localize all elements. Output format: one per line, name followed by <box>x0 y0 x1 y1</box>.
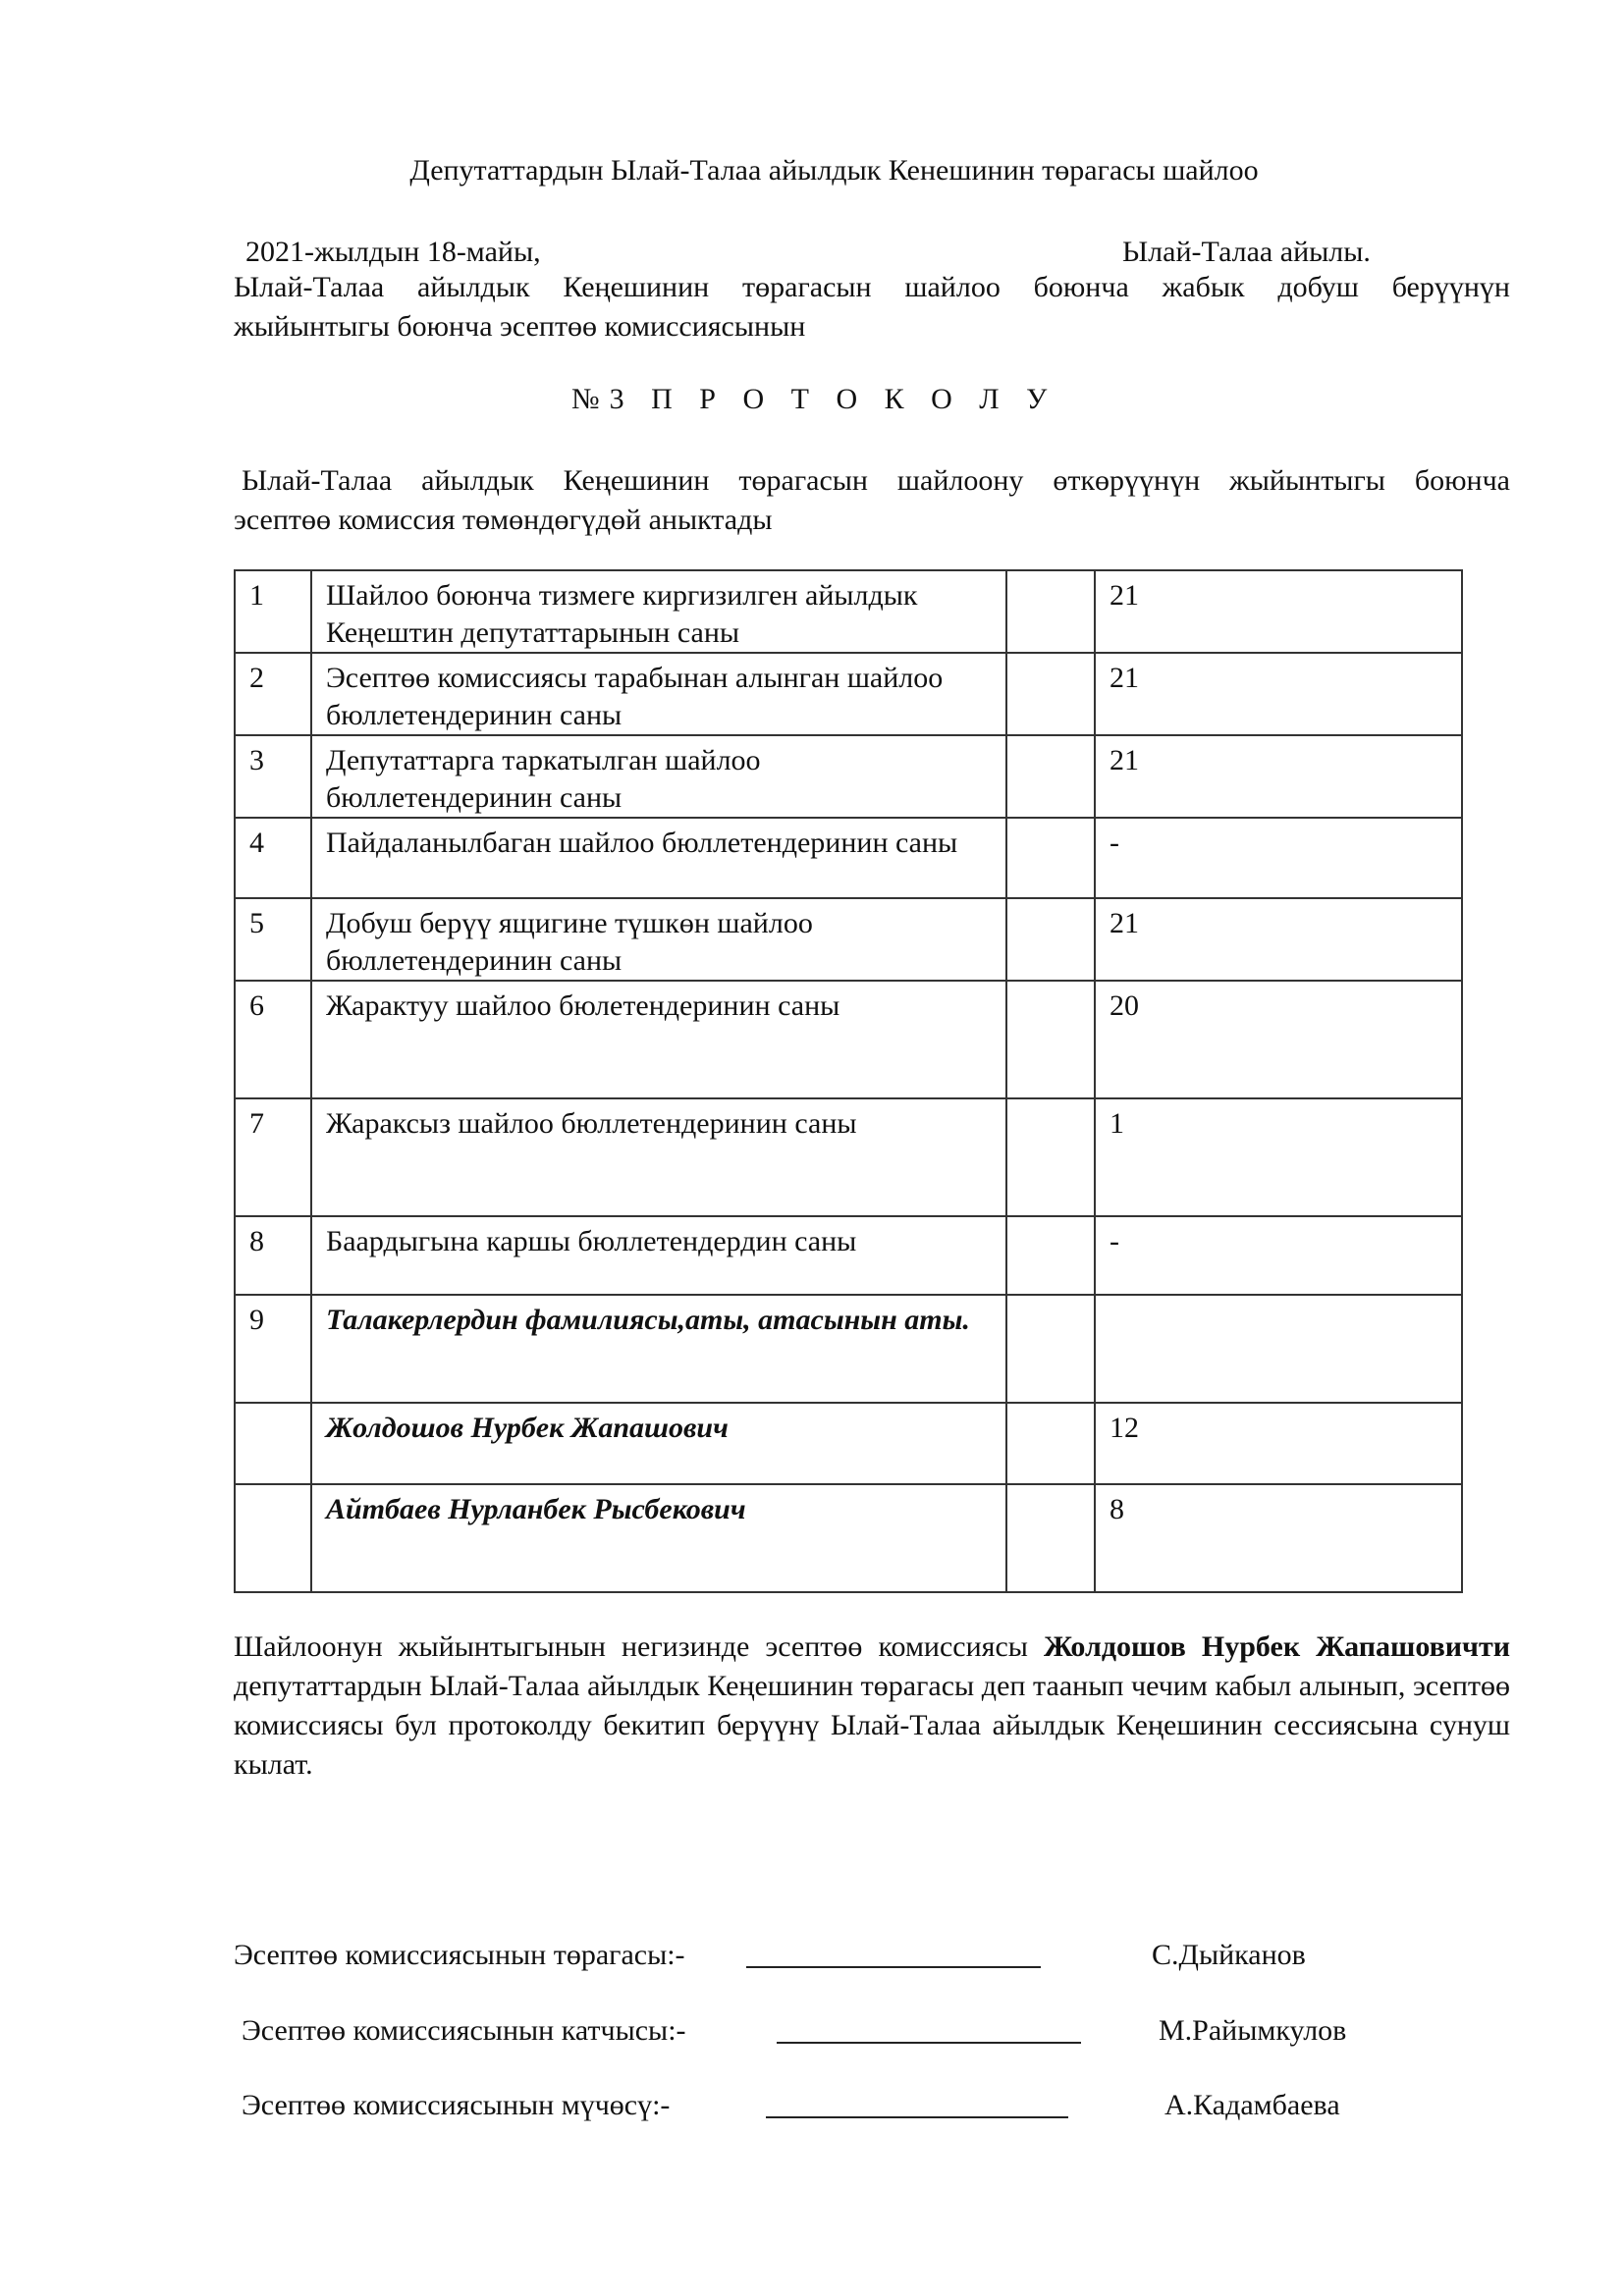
row-value: 20 <box>1095 981 1462 1098</box>
signature-name: С.Дыйканов <box>1152 1939 1306 1971</box>
candidate-votes: 8 <box>1095 1484 1462 1592</box>
row-number: 9 <box>235 1295 311 1403</box>
empty-cell <box>1006 570 1095 653</box>
row-value: 21 <box>1095 653 1462 735</box>
description-paragraph <box>234 461 1510 540</box>
row-number: 4 <box>235 818 311 898</box>
row-value: 1 <box>1095 1098 1462 1216</box>
row-label: Талакерлердин фамилиясы,аты, атасынын аты. <box>311 1295 1006 1403</box>
table-row <box>235 898 1462 981</box>
signature-name: А.Кадамбаева <box>1164 2089 1340 2121</box>
signature-line <box>777 2014 1081 2044</box>
results-table <box>234 569 1463 1593</box>
table-row <box>235 1403 1462 1484</box>
empty-cell <box>1006 1098 1095 1216</box>
empty-cell <box>1006 818 1095 898</box>
document-place: Ылай-Талаа айылы. <box>1122 236 1371 268</box>
empty-cell <box>1006 981 1095 1098</box>
row-number: 2 <box>235 653 311 735</box>
table-row <box>235 1484 1462 1592</box>
document-heading: Депутаттардын Ылай-Талаа айылдык Кенешинин төрагасы шайлоо <box>409 154 1259 187</box>
table-row <box>235 1098 1462 1216</box>
row-label: Шайлоо боюнча тизмеге киргизилген айылдык Кеңештин депутаттарынын саны <box>311 570 1006 653</box>
table-row <box>235 735 1462 818</box>
row-value: - <box>1095 818 1462 898</box>
result-paragraph <box>234 1628 1510 1785</box>
empty-cell <box>1006 735 1095 818</box>
signature-name: М.Райымкулов <box>1159 2014 1347 2047</box>
table-row <box>235 818 1462 898</box>
row-number: 7 <box>235 1098 311 1216</box>
table-row <box>235 653 1462 735</box>
protocol-title: №3 П Р О Т О К О Л У <box>571 383 1057 415</box>
empty-cell <box>1006 653 1095 735</box>
signature-line <box>766 2089 1068 2118</box>
intro-paragraph <box>234 268 1510 347</box>
empty-cell <box>1006 898 1095 981</box>
row-number: 5 <box>235 898 311 981</box>
description-line-2: эсептөө комиссия төмөндөгүдөй аныктады <box>234 504 773 536</box>
row-label: Добуш берүү ящигине түшкөн шайлоо бюллетендеринин саны <box>311 898 1006 981</box>
row-value: - <box>1095 1216 1462 1295</box>
intro-line-2: жыйынтыгы боюнча эсептөө комиссиясынын <box>234 310 806 343</box>
table-row <box>235 981 1462 1098</box>
row-number: 8 <box>235 1216 311 1295</box>
row-label: Пайдаланылбаган шайлоо бюллетендеринин саны <box>311 818 1006 898</box>
empty-cell <box>1006 1295 1095 1403</box>
row-number: 3 <box>235 735 311 818</box>
candidate-name: Айтбаев Нурланбек Рысбекович <box>311 1484 1006 1592</box>
table-row <box>235 1295 1462 1403</box>
row-number: 6 <box>235 981 311 1098</box>
signature-role: Эсептөө комиссиясынын төрагасы:- <box>234 1939 685 1971</box>
row-number <box>235 1484 311 1592</box>
row-value: 21 <box>1095 898 1462 981</box>
row-number: 1 <box>235 570 311 653</box>
table-row <box>235 570 1462 653</box>
empty-cell <box>1006 1403 1095 1484</box>
row-label: Жарактуу шайлоо бюлетендеринин саны <box>311 981 1006 1098</box>
document-date: 2021-жылдын 18-майы, <box>245 236 541 268</box>
candidate-name: Жолдошов Нурбек Жапашович <box>311 1403 1006 1484</box>
result-text-start: Шайлоонун жыйынтыгынын негизинде эсептөө комиссиясы <box>234 1630 1045 1663</box>
row-value <box>1095 1295 1462 1403</box>
row-value: 21 <box>1095 735 1462 818</box>
row-value: 21 <box>1095 570 1462 653</box>
candidate-votes: 12 <box>1095 1403 1462 1484</box>
signature-line <box>746 1939 1041 1968</box>
description-line-1: Ылай-Талаа айылдык Кеңешинин төрагасын шайлоону өткөрүүнүн жыйынтыгы боюнча <box>242 464 1510 497</box>
signature-role: Эсептөө комиссиясынын катчысы:- <box>242 2014 686 2047</box>
row-label: Депутаттарга таркатылган шайлоо бюллетендеринин саны <box>311 735 1006 818</box>
row-label: Баардыгына каршы бюллетендердин саны <box>311 1216 1006 1295</box>
table-row <box>235 1216 1462 1295</box>
empty-cell <box>1006 1216 1095 1295</box>
row-label: Эсептөө комиссиясы тарабынан алынган шайлоо бюллетендеринин саны <box>311 653 1006 735</box>
winner-name: Жолдошов Нурбек Жапашовичти <box>1044 1630 1510 1663</box>
row-label: Жараксыз шайлоо бюллетендеринин саны <box>311 1098 1006 1216</box>
row-number <box>235 1403 311 1484</box>
signature-role: Эсептөө комиссиясынын мүчөсү:- <box>242 2089 671 2121</box>
empty-cell <box>1006 1484 1095 1592</box>
intro-line-1: Ылай-Талаа айылдык Кеңешинин төрагасын шайлоо боюнча жабык добуш берүүнүн <box>234 271 1510 303</box>
result-text-end: депутаттардын Ылай-Талаа айылдык Кеңешинин төрагасы деп таанып чечим кабыл алынып, эсептөө комиссиясы бул протоколду бекитип берүүнү Ылай-Талаа айылдык Кеңешинин сессиясына сунуш кылат. <box>234 1670 1510 1781</box>
